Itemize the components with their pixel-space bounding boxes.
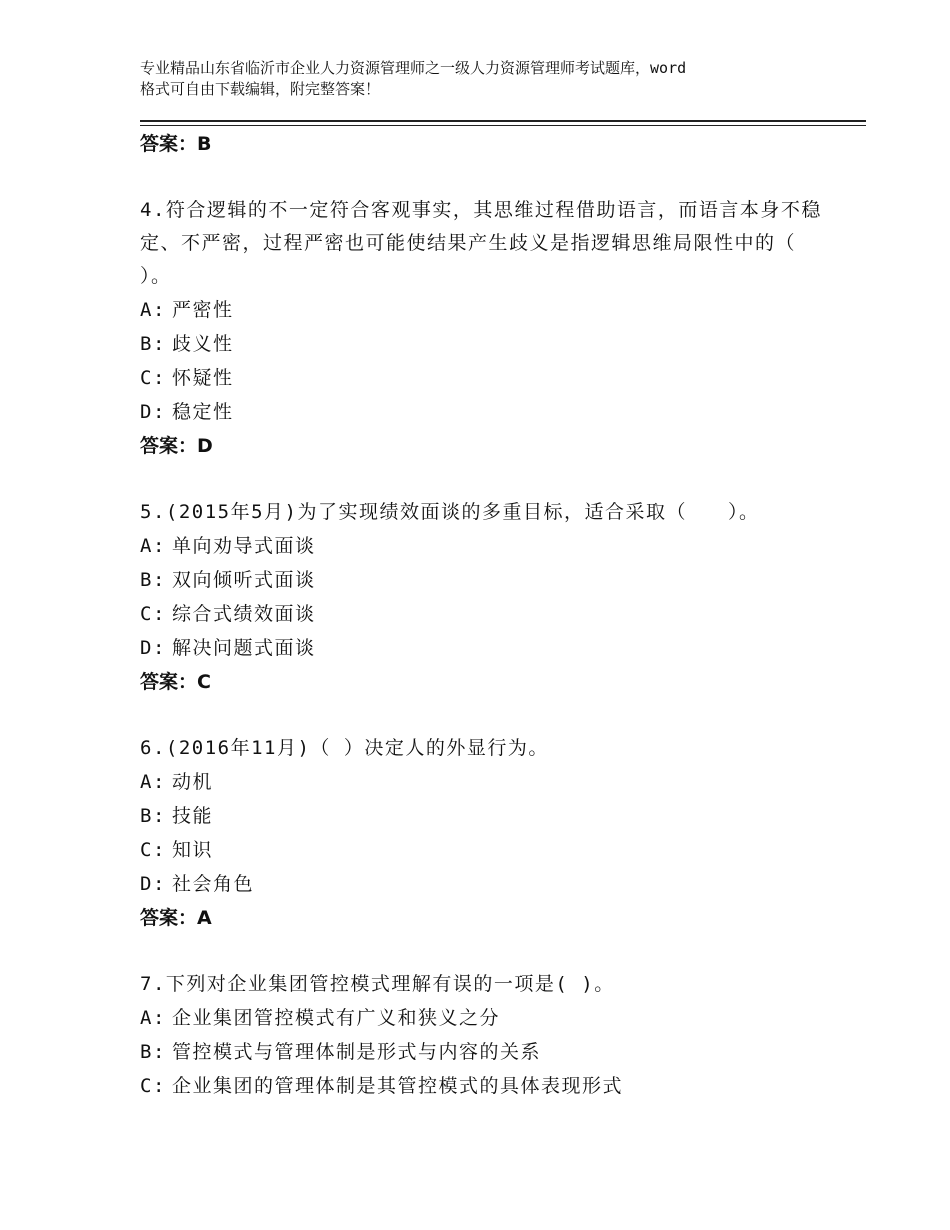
option-text: 动机 — [172, 771, 214, 793]
option-text: 双向倾听式面谈 — [172, 569, 316, 591]
question-6 — [140, 732, 840, 935]
option-c — [140, 1069, 840, 1103]
question-stem: 6.(2016年11月)（ ）决定人的外显行为。 — [140, 737, 549, 759]
option-a — [140, 1001, 840, 1035]
option-text: 管控模式与管理体制是形式与内容的关系 — [172, 1041, 542, 1063]
header-line-2: 格式可自由下载编辑，附完整答案！ — [140, 80, 381, 98]
option-text: 怀疑性 — [172, 367, 234, 389]
option-text: 稳定性 — [172, 401, 234, 423]
option-key: C: — [140, 839, 166, 861]
option-text: 单向劝导式面谈 — [172, 535, 316, 557]
question-stem: 5.(2015年5月)为了实现绩效面谈的多重目标，适合采取（ ）。 — [140, 501, 760, 523]
option-text: 企业集团管控模式有广义和狭义之分 — [172, 1007, 501, 1029]
answer-label: 答案：D — [140, 435, 213, 457]
option-text: 企业集团的管理体制是其管控模式的具体表现形式 — [172, 1075, 624, 1097]
question-7 — [140, 968, 840, 1103]
option-key: D: — [140, 637, 166, 659]
answer-label: 答案：A — [140, 907, 212, 929]
question-list — [140, 126, 840, 1103]
answer-label: 答案：C — [140, 671, 211, 693]
option-c — [140, 597, 840, 631]
option-text: 解决问题式面谈 — [172, 637, 316, 659]
page-header — [140, 58, 840, 100]
header-rule-thick — [140, 120, 866, 122]
option-text: 技能 — [172, 805, 214, 827]
option-d — [140, 867, 840, 901]
header-line-1: 专业精品山东省临沂市企业人力资源管理师之一级人力资源管理师考试题库，word — [140, 59, 687, 77]
option-text: 知识 — [172, 839, 214, 861]
option-a — [140, 765, 840, 799]
question-4 — [140, 194, 840, 463]
option-key: A: — [140, 771, 166, 793]
answer-label: 答案：B — [140, 133, 212, 155]
option-key: B: — [140, 569, 166, 591]
option-b — [140, 1035, 840, 1069]
option-key: D: — [140, 401, 166, 423]
option-d — [140, 631, 840, 665]
option-c — [140, 833, 840, 867]
option-key: A: — [140, 299, 166, 321]
option-key: B: — [140, 1041, 166, 1063]
option-key: C: — [140, 367, 166, 389]
option-text: 严密性 — [172, 299, 234, 321]
option-a — [140, 529, 840, 563]
option-key: C: — [140, 603, 166, 625]
option-b — [140, 563, 840, 597]
option-text: 歧义性 — [172, 333, 234, 355]
option-d — [140, 395, 840, 429]
option-b — [140, 799, 840, 833]
option-key: B: — [140, 333, 166, 355]
question-5 — [140, 496, 840, 699]
question-stem: 4.符合逻辑的不一定符合客观事实，其思维过程借助语言，而语言本身不稳定、不严密，过程严密也可能使结果产生歧义是指逻辑思维局限性中的（ ）。 — [140, 199, 822, 287]
option-key: D: — [140, 873, 166, 895]
option-key: B: — [140, 805, 166, 827]
option-b — [140, 327, 840, 361]
option-c — [140, 361, 840, 395]
option-key: A: — [140, 1007, 166, 1029]
option-key: A: — [140, 535, 166, 557]
option-text: 综合式绩效面谈 — [172, 603, 316, 625]
question-stem: 7.下列对企业集团管控模式理解有误的一项是( )。 — [140, 973, 615, 995]
option-text: 社会角色 — [172, 873, 255, 895]
option-a — [140, 293, 840, 327]
option-key: C: — [140, 1075, 166, 1097]
